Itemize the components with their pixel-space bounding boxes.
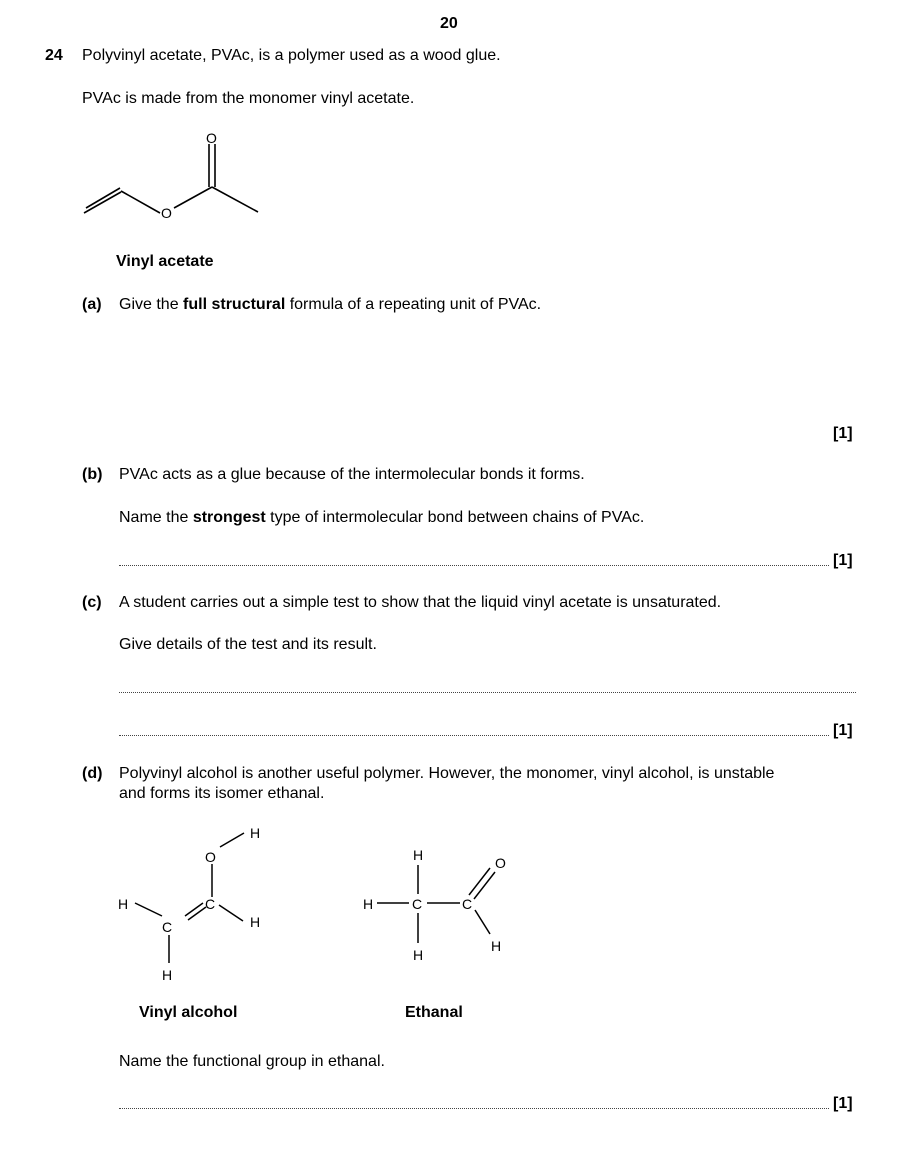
part-a-question: Give the full structural formula of a repeating unit of PVAc. — [119, 296, 542, 313]
part-b-line1: PVAc acts as a glue because of the intermolecular bonds it forms. — [119, 466, 585, 483]
carbonyl-oxygen-atom: O — [206, 130, 217, 146]
part-b-marks: [1] — [833, 552, 853, 569]
part-d-line2: and forms its isomer ethanal. — [119, 785, 325, 802]
part-b-question: Name the strongest type of intermolecular bond between chains of PVAc. — [119, 509, 645, 526]
ethanal-c2-atom: C — [462, 896, 473, 912]
part-b-label: (b) — [82, 466, 103, 483]
vinyl-h-bottom-atom: H — [162, 967, 173, 983]
part-c-marks: [1] — [833, 722, 853, 739]
ethanal-h-bottom-atom: H — [413, 947, 424, 963]
ethanal-label: Ethanal — [405, 1004, 463, 1021]
vinyl-acetate-label: Vinyl acetate — [116, 253, 214, 270]
vinyl-c2-atom: C — [205, 896, 216, 912]
ethanal-h-top-atom: H — [413, 847, 424, 863]
part-a-marks: [1] — [833, 425, 853, 442]
ethanal-o-atom: O — [495, 855, 506, 871]
part-a-label: (a) — [82, 296, 102, 313]
part-c-line2: Give details of the test and its result. — [119, 636, 377, 653]
part-d-line1: Polyvinyl alcohol is another useful polymer. However, the monomer, vinyl alcohol, is unstable — [119, 765, 775, 782]
part-c-line1: A student carries out a simple test to show that the liquid vinyl acetate is unsaturated. — [119, 594, 722, 611]
ester-oxygen-atom: O — [161, 205, 172, 221]
vinyl-alcohol-structure — [135, 833, 244, 963]
answer-line-d[interactable] — [119, 1108, 829, 1109]
vinyl-c1-atom: C — [162, 919, 173, 935]
vinyl-h-left-atom: H — [118, 896, 129, 912]
part-d-label: (d) — [82, 765, 103, 782]
hydroxyl-o-atom: O — [205, 849, 216, 865]
ethanal-h-left-atom: H — [363, 896, 374, 912]
part-d-question: Name the functional group in ethanal. — [119, 1053, 385, 1070]
vinyl-h-right-atom: H — [250, 914, 261, 930]
page-number: 20 — [440, 15, 458, 32]
question-intro: Polyvinyl acetate, PVAc, is a polymer used as a wood glue. — [82, 47, 501, 64]
ethanal-h-right-atom: H — [491, 938, 502, 954]
question-number: 24 — [45, 47, 63, 64]
ethanal-structure — [377, 865, 495, 943]
ethanal-c1-atom: C — [412, 896, 423, 912]
part-d-marks: [1] — [833, 1095, 853, 1112]
vinyl-alcohol-label: Vinyl alcohol — [139, 1004, 238, 1021]
hydroxyl-h-atom: H — [250, 825, 261, 841]
part-c-label: (c) — [82, 594, 102, 611]
monomer-text: PVAc is made from the monomer vinyl acetate. — [82, 90, 415, 107]
